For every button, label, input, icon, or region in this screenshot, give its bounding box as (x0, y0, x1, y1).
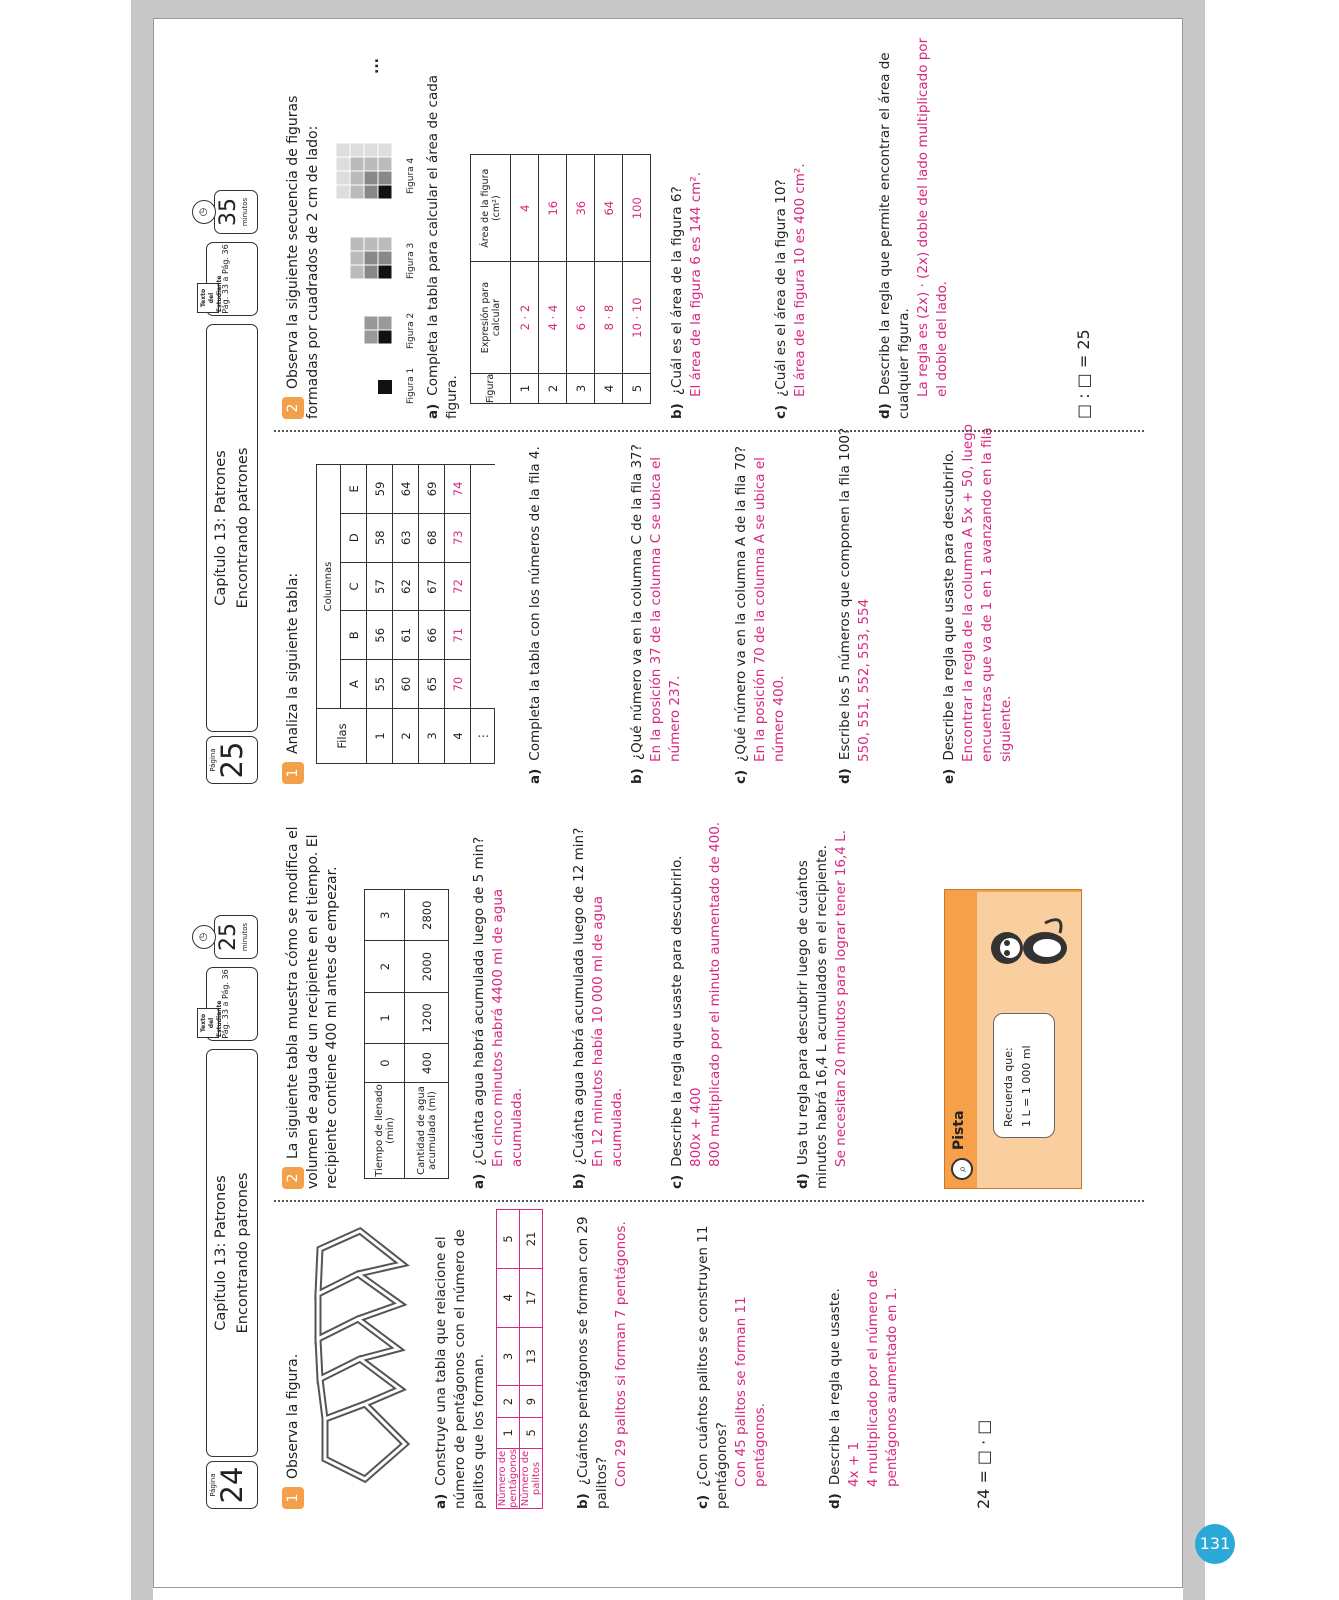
table-cell: 3 (567, 373, 595, 403)
table-cell: 4 (497, 1268, 520, 1327)
q1-stem (282, 424, 304, 784)
table-cell: 66 (419, 611, 445, 660)
minutes-unit: minutos (241, 197, 249, 227)
page-25 (154, 19, 1184, 804)
table-cell: 68 (419, 513, 445, 562)
clock-icon: ◷ (192, 200, 216, 224)
row-header: Filas (317, 709, 367, 764)
table-cell: 1 (365, 992, 405, 1043)
q2-d-text: Usa tu regla para descubrir luego de cuántos minutos habrá 16,4 L acumulados en el recipiente. (795, 844, 830, 1189)
figure-label: Figura 2 (406, 312, 416, 349)
q2-c-answer2: 800 multiplicado por el minuto aumentado de 400. (707, 821, 723, 1167)
page-number: 25 (215, 741, 249, 779)
q1-e-text: Describe la regla que usaste para descubrirlo. (941, 449, 957, 761)
q1-d-label: d) (827, 1493, 843, 1509)
q1-stem-text: Analiza la siguiente tabla: (285, 572, 301, 754)
q1-e (940, 424, 1016, 784)
table-cell: 3 (365, 890, 405, 941)
q2-b-answer: El área de la figura 6 es 144 cm². (688, 171, 704, 397)
table-cell: 67 (419, 562, 445, 611)
table-cell: 1200 (405, 992, 449, 1043)
sequence-dots: ... (366, 58, 382, 74)
table-cell: 1 (511, 373, 539, 403)
figure-label: Figura 4 (406, 157, 416, 194)
magnifier-icon: ⌕ (951, 1158, 973, 1180)
q1-a-text: Construye una tabla que relacione el número de pentágonos con el número de palitos que los forman. (433, 1229, 487, 1509)
texto-estudiante-box (200, 967, 258, 1041)
table-cell: 5 (520, 1417, 543, 1448)
monkey-icon (985, 908, 1075, 988)
q1-c-answer: En la posición 70 de la columna A se ubica el número 400. (752, 457, 787, 762)
table-cell: 400 (405, 1044, 449, 1083)
row-label: 1 (367, 709, 393, 764)
table-cell: 70 (445, 660, 471, 709)
section-name: Encontrando patrones (235, 1172, 251, 1334)
minutes-value: 35 (216, 198, 241, 226)
table-cell: 64 (595, 155, 623, 262)
table-cell: 21 (520, 1210, 543, 1269)
table-cell: 62 (393, 562, 419, 611)
table-header: Expresión para calcular (471, 262, 511, 373)
column-divider (274, 430, 1144, 432)
row-label: 3 (419, 709, 445, 764)
q2-stem-text: La siguiente tabla muestra cómo se modifica el volumen de agua de un recipiente en el tiempo. El recipiente contiene 400 ml antes de empezar. (285, 826, 340, 1189)
q1-d-text: Describe la regla que usaste. (827, 1288, 843, 1486)
table-cell: 69 (419, 465, 445, 514)
q1-a-text: Completa la tabla con los números de la fila 4. (527, 446, 543, 761)
table-cell: 59 (367, 465, 393, 514)
q1-d-answer2: 4 multiplicado por el número de pentágonos aumentado en 1. (865, 1270, 900, 1487)
q2-d-label: d) (877, 403, 893, 419)
texto-pages: Pág. 33 a Pág. 36 (221, 244, 230, 314)
table-row-label: Número de palitos (520, 1448, 543, 1508)
page-header (198, 104, 264, 784)
table-cell: 71 (445, 611, 471, 660)
q1-d-label: d) (837, 768, 853, 784)
q2-c-label: c) (773, 404, 789, 419)
q2-d-text: Describe la regla que permite encontrar el área de cualquier figura. (877, 52, 912, 419)
texto-tag: Texto del Estudiante (197, 1008, 219, 1038)
table-cell: 2000 (405, 941, 449, 992)
q1-d-answer: 550, 551, 552, 553, 554 (856, 598, 872, 762)
page-label: Página (209, 1473, 217, 1497)
hint-box (944, 889, 1082, 1189)
page-number-box (206, 736, 258, 784)
table-cell: 4 · 4 (539, 262, 567, 373)
q2-b-text: ¿Cuál es el área de la figura 6? (669, 186, 685, 396)
table-cell: 74 (445, 465, 471, 514)
texto-estudiante-box (200, 242, 258, 316)
hint-title: Pista (951, 1110, 967, 1150)
table-cell: 2800 (405, 890, 449, 941)
left-margin (131, 0, 153, 1600)
table-cell: 8 · 8 (595, 262, 623, 373)
table-cell: 16 (539, 155, 567, 262)
columns-table (316, 464, 495, 764)
table-cell: 4 (511, 155, 539, 262)
q1-c (732, 424, 789, 784)
q1-a-label: a) (433, 1493, 449, 1509)
table-cell: 64 (393, 465, 419, 514)
chapter-name: Capítulo 13: Patrones (213, 1175, 229, 1331)
time-box (214, 915, 258, 959)
q1-e-label: e) (941, 768, 957, 784)
q2-number: 2 (282, 1167, 304, 1189)
q1-b-text: ¿Qué número va en la columna C de la fila 37? (629, 444, 645, 761)
table-cell: 10 · 10 (623, 262, 651, 373)
q1-d-text: Escribe los 5 números que componen la fila 100? (837, 427, 853, 761)
q2-d (794, 819, 851, 1189)
q2-c (668, 819, 725, 1189)
table-cell: 100 (623, 155, 651, 262)
table-cell: 17 (520, 1268, 543, 1327)
squares-sequence-figure (332, 24, 402, 404)
figure-label: Figura 1 (406, 367, 416, 404)
table-cell: 61 (393, 611, 419, 660)
q1-c-answer: Con 45 palitos se forman 11 pentágonos. (733, 1296, 768, 1487)
table-cell: 65 (419, 660, 445, 709)
q2-c-text: Describe la regla que usaste para descubrirlo. (669, 855, 685, 1167)
q2-a-text: Completa la tabla para calcular el área de cada figura. (425, 74, 460, 419)
q2-d-label: d) (795, 1173, 811, 1189)
q2-stem (282, 29, 323, 419)
q2-b-text: ¿Cuánta agua habrá acumulada luego de 12 min? (571, 827, 587, 1166)
time-box (214, 190, 258, 234)
col-label: D (341, 513, 367, 562)
q2-a (470, 819, 527, 1189)
hint-line1: Recuerda que: (1002, 1047, 1015, 1127)
texto-tag: Texto del Estudiante (197, 283, 219, 313)
table-cell: 1 (497, 1417, 520, 1448)
top-margin (131, 0, 1205, 18)
table-cell: 4 (595, 373, 623, 403)
q1-c-label: c) (695, 1494, 711, 1509)
q2-stem (282, 819, 342, 1189)
q2-c-text: ¿Cuál es el área de la figura 10? (773, 179, 789, 397)
table-cell: 13 (520, 1327, 543, 1386)
table-cell: 57 (367, 562, 393, 611)
q2-d-answer: Se necesitan 20 minutos para lograr tener 16,4 L. (833, 830, 849, 1167)
page-24 (154, 804, 1184, 1589)
table-cell: 9 (520, 1386, 543, 1417)
table-cell: 63 (393, 513, 419, 562)
row-ellipsis: ⋮ (471, 709, 495, 764)
q2-b (668, 29, 706, 419)
table-cell: 2 (497, 1386, 520, 1417)
table-cell: 58 (367, 513, 393, 562)
table-header: Área de la figura (cm²) (471, 155, 511, 262)
q2-stem-text: Observa la siguiente secuencia de figuras formadas por cuadrados de 2 cm de lado: (285, 95, 321, 419)
figure-label: Figura 3 (406, 242, 416, 279)
q1-number: 1 (282, 1487, 304, 1509)
row-label: 4 (445, 709, 471, 764)
q1-a-label: a) (527, 768, 543, 784)
q1-b-answer: Con 29 palitos si forman 7 pentágonos. (613, 1221, 629, 1487)
q1-c (694, 1209, 770, 1509)
table-row-label: Cantidad de agua acumulada (ml) (405, 1083, 449, 1179)
chapter-title (206, 324, 258, 732)
q2-c-label: c) (669, 1174, 685, 1189)
page-number-box (206, 1461, 258, 1509)
table-cell: 36 (567, 155, 595, 262)
workbook-spread (153, 18, 1183, 1588)
q1-stem (282, 1209, 304, 1509)
q2-b-label: b) (669, 403, 685, 419)
col-label: B (341, 611, 367, 660)
q2-a-answer: En cinco minutos habrá 4400 ml de agua acumulada. (490, 888, 525, 1167)
q1-e-answer: Encontrar la regla de la columna A 5x + 50, luego encuentras que va de 1 en 1 avanzando en la fila siguiente. (960, 424, 1014, 762)
texto-pages: Pág. 33 a Pág. 36 (221, 969, 230, 1039)
chapter-title (206, 1049, 258, 1457)
table-cell: 0 (365, 1044, 405, 1083)
q1-stem-text: Observa la figura. (285, 1353, 301, 1479)
q1-b-label: b) (575, 1493, 591, 1509)
book-page-number: 131 (1195, 1524, 1235, 1564)
table-cell: 2 · 2 (511, 262, 539, 373)
q2-b-answer: En 12 minutos había 10 000 ml de agua acumulada. (590, 895, 625, 1167)
q2-d (876, 29, 952, 419)
table-row-label: Tiempo de llenado (min) (365, 1083, 405, 1179)
minutes-value: 25 (216, 923, 241, 951)
q1-a (526, 424, 545, 784)
q2-b (570, 819, 627, 1189)
table-cell: 6 · 6 (567, 262, 595, 373)
q2-a-label: a) (425, 403, 441, 419)
q1-b-label: b) (629, 768, 645, 784)
q1-number: 1 (282, 762, 304, 784)
page-header (198, 829, 264, 1509)
table-row-label: Número de pentágonos (497, 1448, 519, 1508)
hint-line2: 1 L = 1 000 ml (1020, 1045, 1033, 1127)
q2-number: 2 (282, 397, 304, 419)
page-number: 24 (215, 1466, 249, 1504)
pentagon-figure (310, 1219, 420, 1489)
row-label: 2 (393, 709, 419, 764)
right-margin (1183, 0, 1205, 1600)
q1-b (628, 424, 685, 784)
q1-d (836, 424, 874, 784)
q2-c-answer: El área de la figura 10 es 400 cm². (792, 163, 808, 397)
q2-d-answer: La regla es (2x) · (2x) doble del lado multiplicado por el doble del lado. (915, 37, 950, 397)
q1-d (826, 1209, 902, 1509)
col-header: Columnas (317, 465, 341, 709)
table-cell: 60 (393, 660, 419, 709)
col-label: A (341, 660, 367, 709)
chapter-name: Capítulo 13: Patrones (213, 450, 229, 606)
q2-b-label: b) (571, 1173, 587, 1189)
table-cell: 2 (539, 373, 567, 403)
table-cell: 56 (367, 611, 393, 660)
table-cell: 5 (497, 1210, 520, 1269)
q1-c-text: ¿Con cuántos palitos se construyen 11 pentágonos? (695, 1225, 730, 1509)
q2-c-answer1: 800x + 400 (688, 1087, 704, 1167)
column-divider (274, 1200, 1144, 1202)
area-table (470, 154, 651, 404)
table-cell: 2 (365, 941, 405, 992)
table-cell: 72 (445, 562, 471, 611)
footer-equation: 24 = □ · □ (974, 1419, 993, 1509)
q1-a (432, 1209, 489, 1509)
page-label: Página (209, 748, 217, 772)
col-label: E (341, 465, 367, 514)
clock-icon: ◷ (192, 925, 216, 949)
q1-b-answer: En la posición 37 de la columna C se ubica el número 237. (648, 456, 683, 762)
table-cell: 3 (497, 1327, 520, 1386)
q2-c (772, 29, 810, 419)
minutes-unit: minutos (241, 922, 249, 952)
table-cell: 55 (367, 660, 393, 709)
q1-b (574, 1209, 631, 1509)
q2-a-label: a) (471, 1173, 487, 1189)
table-header: Figura (471, 373, 511, 403)
footer-equation: □ : □ = 25 (1074, 329, 1093, 419)
q1-c-label: c) (733, 769, 749, 784)
q2-a (424, 29, 462, 419)
q1-d-answer1: 4x + 1 (846, 1441, 862, 1487)
q2-a-text: ¿Cuánta agua habrá acumulada luego de 5 min? (471, 836, 487, 1166)
table-cell: 73 (445, 513, 471, 562)
q1-b-text: ¿Cuántos pentágonos se forman con 29 palitos? (575, 1216, 610, 1509)
section-name: Encontrando patrones (235, 447, 251, 609)
q1-c-text: ¿Qué número va en la columna A de la fila 70? (733, 446, 749, 762)
table-cell: 5 (623, 373, 651, 403)
pentagon-table (496, 1209, 543, 1509)
hint-bubble (993, 1013, 1055, 1138)
water-table (364, 889, 449, 1179)
col-label: C (341, 562, 367, 611)
